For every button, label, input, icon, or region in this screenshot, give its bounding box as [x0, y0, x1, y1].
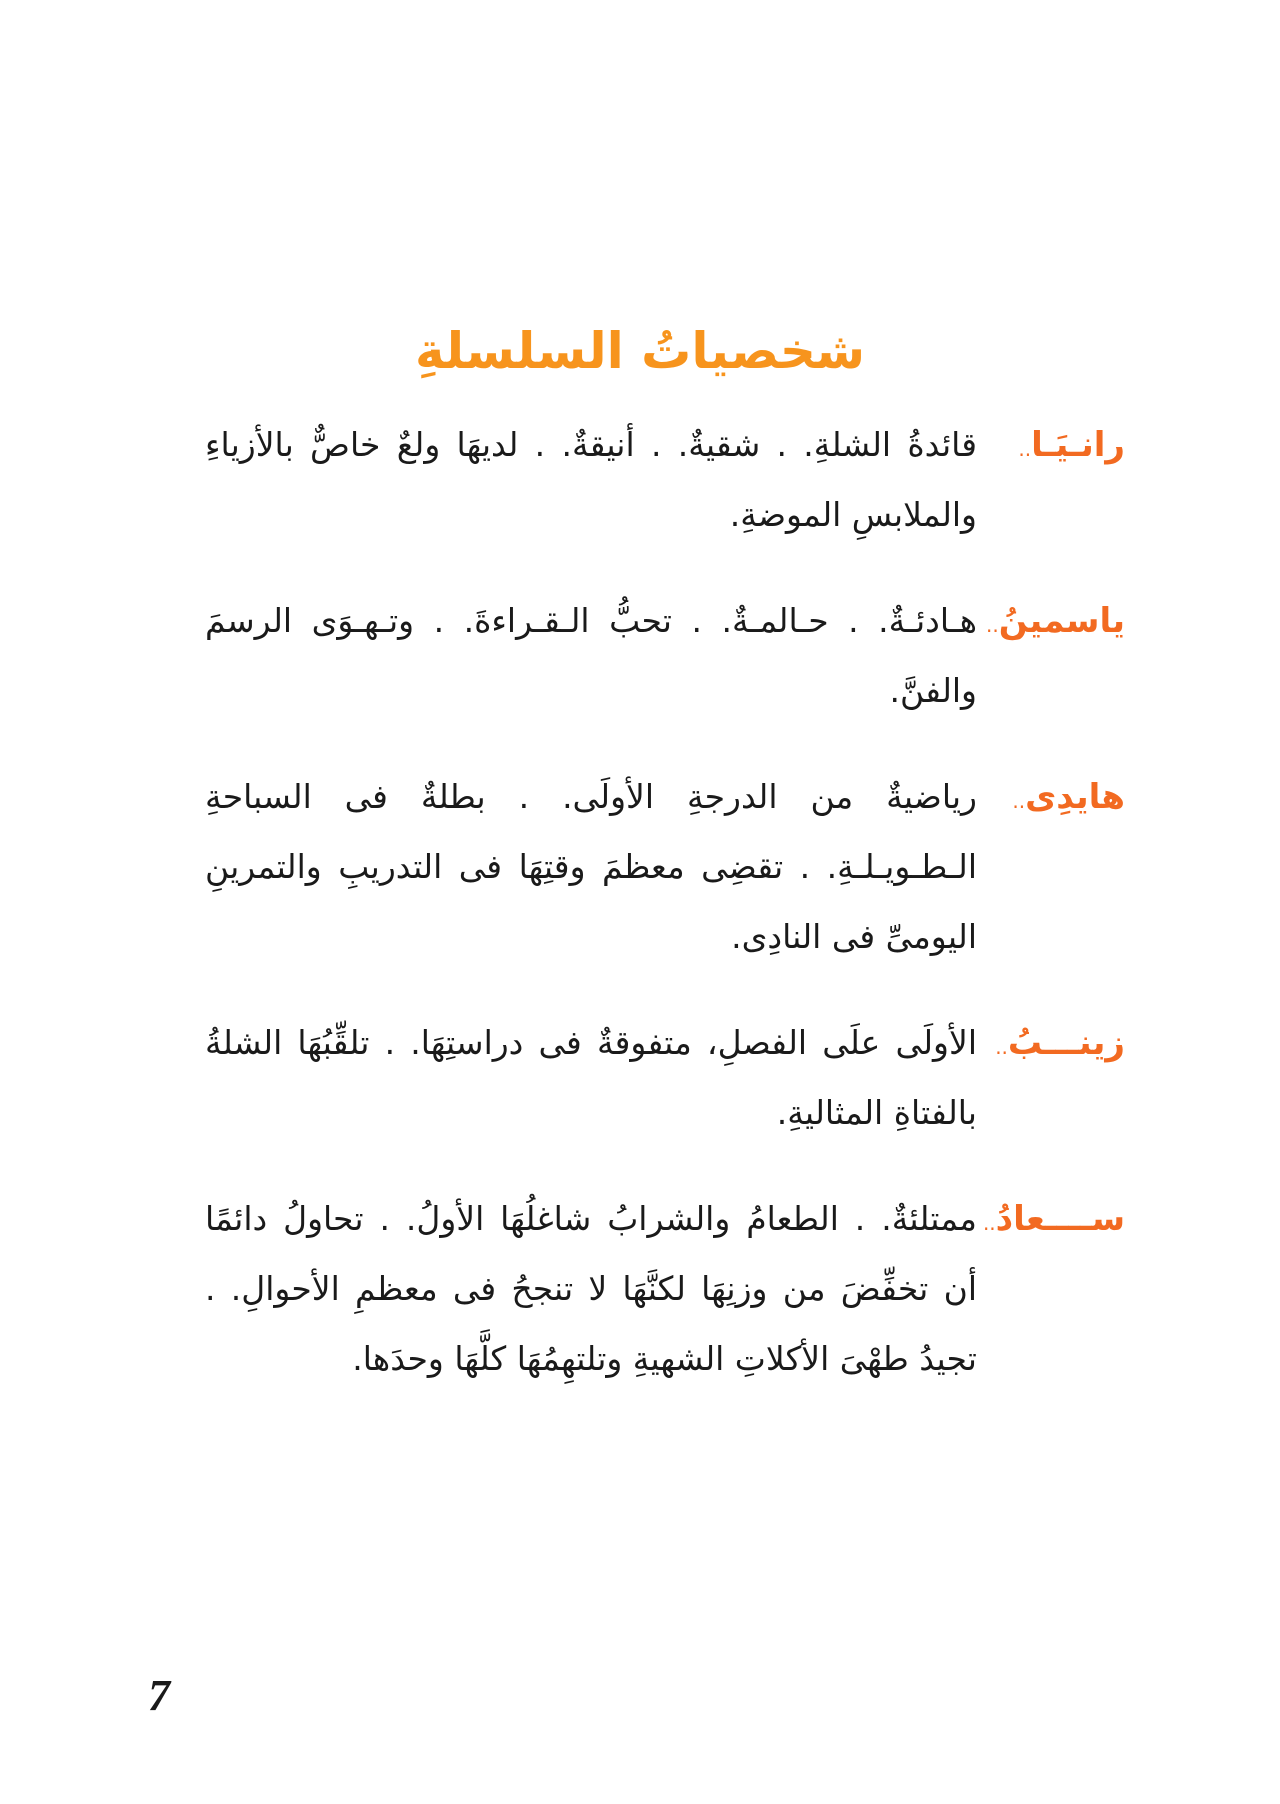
name-separator: .. [1018, 437, 1032, 461]
character-description: ممتلئةٌ. . الطعامُ والشرابُ شاغلُهَا الأولُ. . تحاولُ دائمًا أن تخفِّضَ من وزنِهَا لكنَّهَا لا تنجحُ فى معظمِ الأحوالِ. . تجيدُ طهْىَ الأكلاتِ الشهيةِ وتلتهِمُهَا كلَّهَا وحدَها. [205, 1199, 977, 1378]
character-entry-yasmin [205, 586, 1125, 726]
page-title: شخصياتُ السلسلةِ [414, 321, 866, 380]
character-entry-soad [205, 1184, 1125, 1394]
name-separator: .. [1012, 789, 1026, 813]
character-list [205, 410, 1125, 1430]
page-number: 7 [148, 1671, 170, 1720]
name-separator: .. [982, 1211, 996, 1235]
character-name [977, 762, 1125, 836]
character-name-label: ياسمينُ [998, 601, 1125, 641]
character-entry-haidi [205, 762, 1125, 972]
name-separator: .. [995, 1035, 1008, 1059]
character-description: قائدةُ الشلةِ. . شقيةٌ. . أنيقةٌ. . لديهَا ولعٌ خاصٌّ بالأزياءِ والملابسِ الموضةِ. [205, 425, 977, 534]
name-separator: .. [986, 613, 999, 637]
character-entry-zeinab [205, 1008, 1125, 1148]
character-name [977, 1184, 1125, 1258]
character-description: الأولَى علَى الفصلِ، متفوقةٌ فى دراستِهَا. . تلقِّبُهَا الشلةُ بالفتاةِ المثاليةِ. [205, 1023, 977, 1132]
character-description: رياضيةٌ من الدرجةِ الأولَى. . بطلةٌ فى السباحةِ الـطـويـلـةِ. . تقضِى معظمَ وقتِهَا فى التدريبِ والتمرينِ اليومىِّ فى النادِى. [205, 777, 977, 956]
character-entry-rania [205, 410, 1125, 550]
character-description: هـادئـةٌ. . حـالمـةٌ. . تحبُّ الـقـراءةَ. . وتـهـوَى الرسمَ والفنَّ. [205, 601, 977, 710]
character-name [977, 410, 1125, 484]
character-name-label: هايدِى [1025, 777, 1125, 817]
character-name-label: زينـــبُ [1007, 1023, 1125, 1063]
character-name-label: ســــعادُ [995, 1199, 1125, 1239]
character-name [977, 1008, 1125, 1082]
character-name [977, 586, 1125, 660]
character-name-label: رانـيَـا [1031, 425, 1125, 465]
